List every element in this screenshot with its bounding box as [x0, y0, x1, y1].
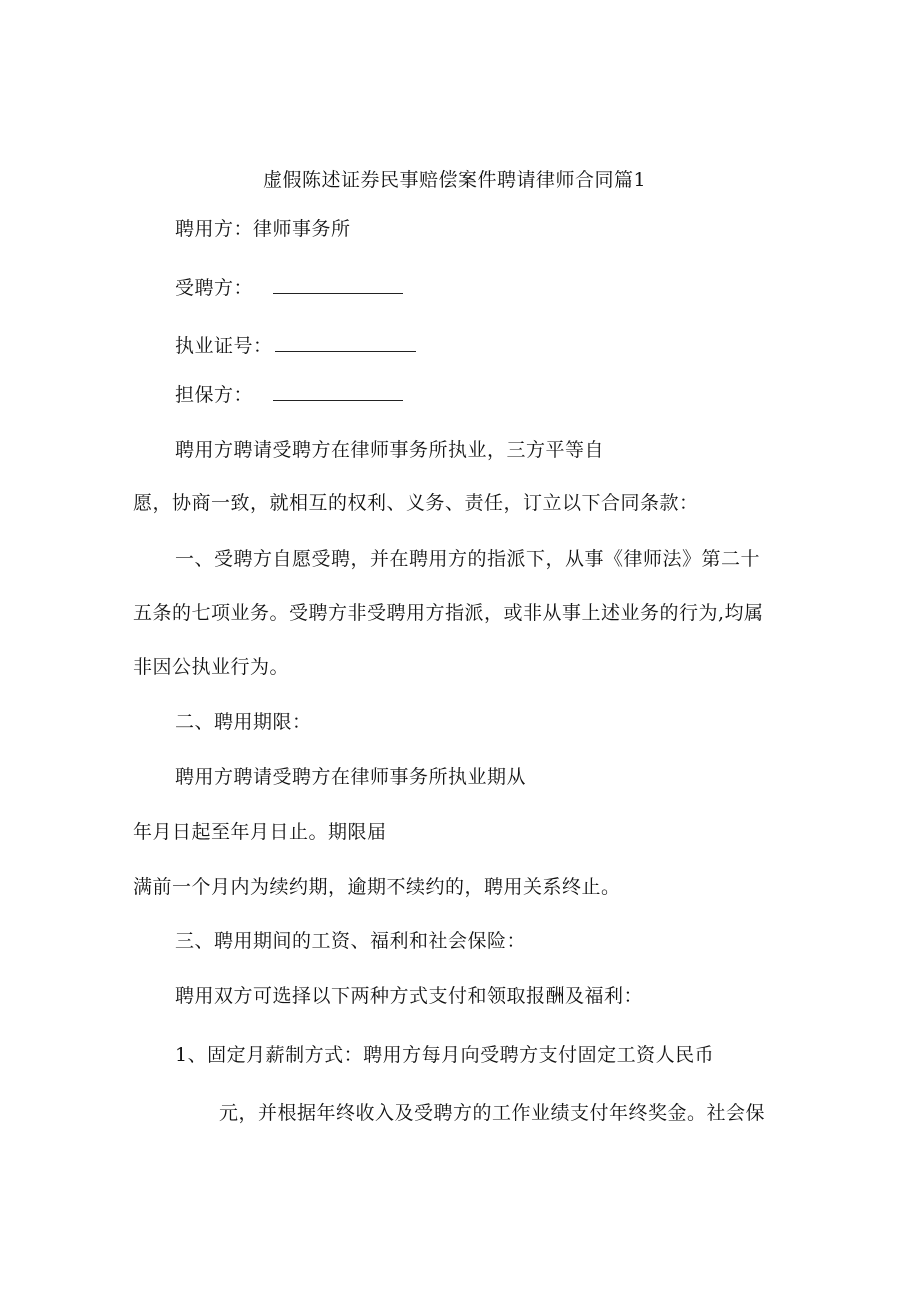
license-blank: [275, 333, 416, 352]
clause2-line-2: 年月日起至年月日止。期限届: [133, 821, 387, 843]
intro-line-1: 聘用方聘请受聘方在律师事务所执业，三方平等自: [175, 439, 605, 461]
clause2-line-3: 满前一个月内为续约期，逾期不续约的，聘用关系终止。: [133, 876, 621, 898]
guarantor-line: [175, 382, 403, 407]
license-label: 执业证号：: [175, 335, 273, 357]
employee-line: [175, 275, 403, 300]
employee-label: 受聘方：: [175, 277, 254, 299]
clause2-heading: 二、聘用期限：: [175, 711, 312, 733]
clause1-line-1: 一、受聘方自愿受聘，并在聘用方的指派下，从事《律师法》第二十: [175, 548, 761, 570]
intro-line-2: 愿，协商一致，就相互的权利、义务、责任，订立以下合同条款：: [133, 492, 699, 514]
clause3-heading: 三、聘用期间的工资、福利和社会保险：: [175, 930, 527, 952]
employer-line: 聘用方：律师事务所: [175, 218, 351, 240]
guarantor-label: 担保方：: [175, 384, 254, 406]
clause3-item-1-cont: 元，并根据年终收入及受聘方的工作业绩支付年终奖金。社会保: [219, 1102, 766, 1124]
clause1-line-3: 非因公执业行为。: [133, 656, 290, 678]
clause3-item-1: 1、固定月薪制方式：聘用方每月向受聘方支付固定工资人民币: [175, 1044, 715, 1066]
license-line: [175, 333, 416, 358]
clause2-line-1: 聘用方聘请受聘方在律师事务所执业期从: [175, 766, 527, 788]
clause1-line-2: 五条的七项业务。受聘方非受聘用方指派，或非从事上述业务的行为,均属: [133, 602, 764, 624]
employee-blank: [273, 275, 403, 294]
guarantor-blank: [273, 382, 403, 401]
clause3-line-1: 聘用双方可选择以下两种方式支付和领取报酬及福利：: [175, 985, 644, 1007]
document-title: 虚假陈述证券民事赔偿案件聘请律师合同篇1: [263, 169, 647, 191]
